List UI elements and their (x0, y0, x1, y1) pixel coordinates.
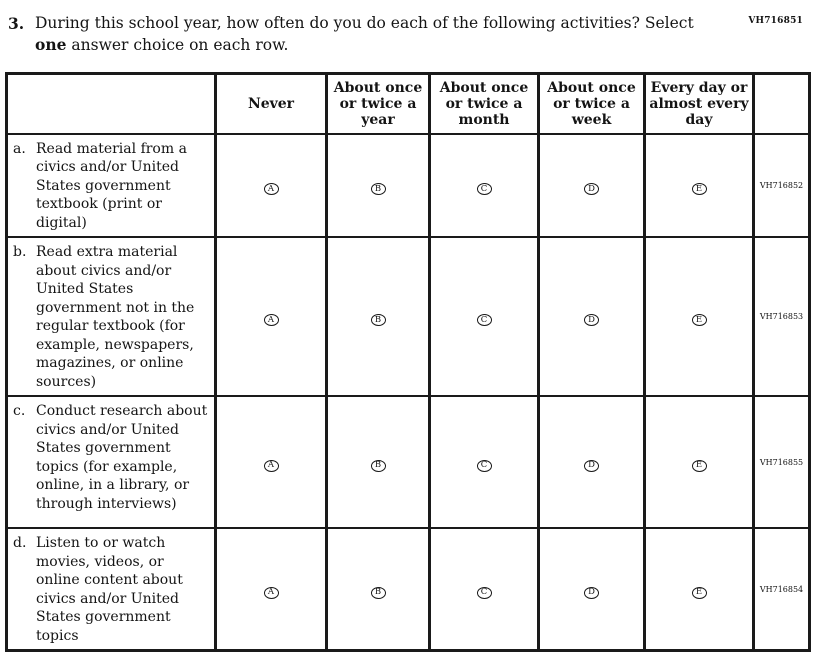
option-bubble-c[interactable]: C (477, 587, 492, 599)
answer-cell-a-week[interactable] (539, 134, 645, 238)
row-code: VH716854 (754, 528, 810, 651)
answer-cell-d-week[interactable] (539, 528, 645, 651)
activity-frequency-table (5, 72, 811, 652)
column-header-every-day: Every day or almost every day (645, 74, 754, 134)
option-bubble-a[interactable]: A (264, 183, 279, 195)
answer-cell-d-everyday[interactable] (645, 528, 754, 651)
column-header-once-twice-month: About once or twice a month (430, 74, 539, 134)
column-header-code (754, 74, 810, 134)
form-accession-code: VH716851 (748, 16, 803, 26)
answer-cell-c-week[interactable] (539, 396, 645, 528)
column-header-once-twice-year: About once or twice a year (327, 74, 430, 134)
header-row (7, 74, 810, 134)
answer-cell-a-year[interactable] (327, 134, 430, 238)
answer-cell-b-month[interactable] (430, 237, 539, 396)
question-line-1: During this school year, how often do you do each of the following activities? Select (35, 14, 694, 32)
option-bubble-e[interactable]: E (692, 460, 707, 472)
row-stem (7, 396, 216, 528)
column-header-blank (7, 74, 216, 134)
table-row-a (7, 134, 810, 238)
answer-cell-c-month[interactable] (430, 396, 539, 528)
option-bubble-a[interactable]: A (264, 460, 279, 472)
question-text (35, 13, 694, 56)
table-row-d (7, 528, 810, 651)
option-bubble-c[interactable]: C (477, 314, 492, 326)
questionnaire-page (0, 13, 813, 660)
answer-cell-d-year[interactable] (327, 528, 430, 651)
question-bold-word: one (35, 35, 67, 54)
answer-cell-a-month[interactable] (430, 134, 539, 238)
option-bubble-d[interactable]: D (584, 183, 599, 195)
option-bubble-a[interactable]: A (264, 587, 279, 599)
row-letter: d. (13, 535, 27, 551)
row-letter: a. (13, 140, 26, 157)
answer-cell-b-never[interactable] (216, 237, 327, 396)
row-stem-text: Read extra material about civics and/or United States government not in the regular textbook (for example, newspapers, magazines, or online sources) (36, 244, 195, 390)
question-block (8, 13, 803, 56)
row-code: VH716855 (754, 396, 810, 528)
option-bubble-b[interactable]: B (371, 314, 386, 326)
row-code: VH716853 (754, 237, 810, 396)
table-row-b (7, 237, 810, 396)
row-stem (7, 134, 216, 238)
answer-cell-c-everyday[interactable] (645, 396, 754, 528)
option-bubble-e[interactable]: E (692, 183, 707, 195)
answer-cell-c-never[interactable] (216, 396, 327, 528)
answer-cell-d-month[interactable] (430, 528, 539, 651)
row-stem-text: Conduct research about civics and/or United States government topics (for example, online, in a library, or through interviews) (36, 403, 208, 512)
option-bubble-b[interactable]: B (371, 460, 386, 472)
question-number: 3. (8, 14, 25, 33)
answer-cell-d-never[interactable] (216, 528, 327, 651)
answer-cell-c-year[interactable] (327, 396, 430, 528)
row-letter: b. (13, 244, 27, 260)
table-row-c (7, 396, 810, 528)
row-stem-text: Read material from a civics and/or United States government textbook (print or digital) (36, 140, 187, 231)
row-letter: c. (13, 403, 26, 419)
option-bubble-d[interactable]: D (584, 314, 599, 326)
answer-cell-b-week[interactable] (539, 237, 645, 396)
option-bubble-e[interactable]: E (692, 587, 707, 599)
option-bubble-e[interactable]: E (692, 314, 707, 326)
option-bubble-c[interactable]: C (477, 460, 492, 472)
answer-cell-b-year[interactable] (327, 237, 430, 396)
option-bubble-d[interactable]: D (584, 587, 599, 599)
answer-cell-b-everyday[interactable] (645, 237, 754, 396)
column-header-once-twice-week: About once or twice a week (539, 74, 645, 134)
option-bubble-d[interactable]: D (584, 460, 599, 472)
answer-cell-a-everyday[interactable] (645, 134, 754, 238)
question-line-2: answer choice on each row. (66, 36, 289, 54)
column-header-never: Never (216, 74, 327, 134)
row-stem (7, 237, 216, 396)
option-bubble-b[interactable]: B (371, 183, 386, 195)
row-code: VH716852 (754, 134, 810, 238)
option-bubble-a[interactable]: A (264, 314, 279, 326)
option-bubble-c[interactable]: C (477, 183, 492, 195)
row-stem (7, 528, 216, 651)
answer-cell-a-never[interactable] (216, 134, 327, 238)
row-stem-text: Listen to or watch movies, videos, or online content about civics and/or United States government topics (36, 535, 183, 644)
option-bubble-b[interactable]: B (371, 587, 386, 599)
